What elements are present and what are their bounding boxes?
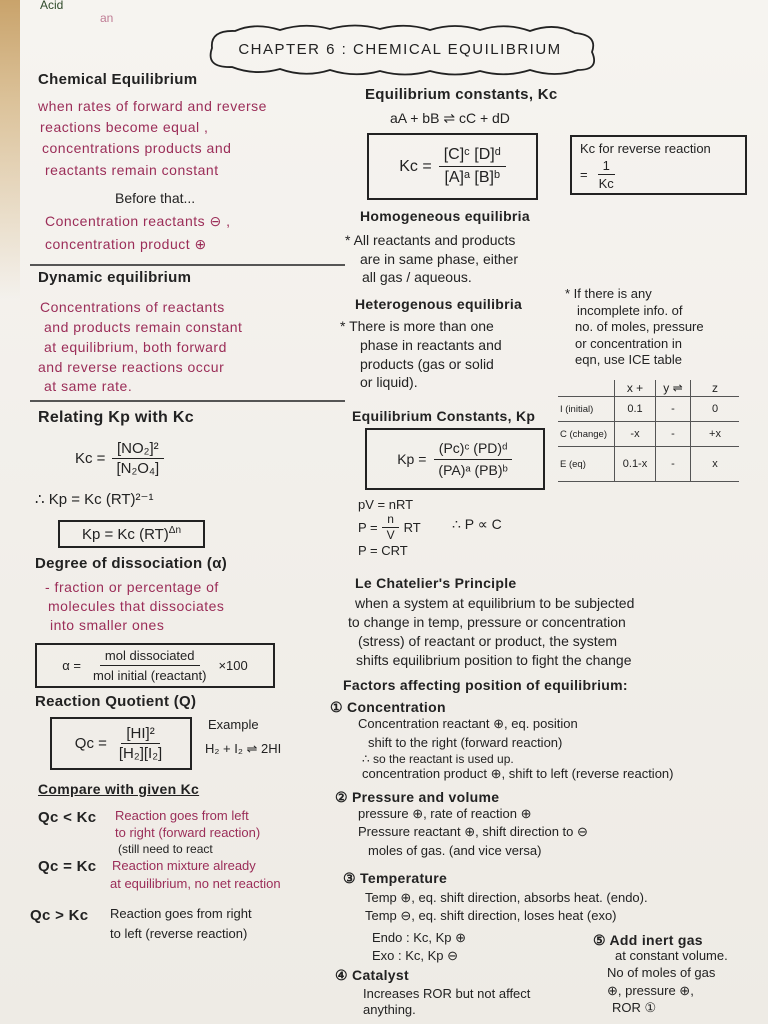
kc-no2-expression xyxy=(75,440,164,477)
kc-numerator: [C]ᶜ [D]ᵈ xyxy=(439,145,506,167)
definition-line: reactants remain constant xyxy=(45,162,219,178)
kp-kc-relation-exponent: Δn xyxy=(168,525,182,536)
definition-line: concentrations products and xyxy=(42,140,232,156)
pressure-rt: RT xyxy=(403,520,421,535)
ice-cell: 0 xyxy=(691,397,740,422)
heading-degree-of-dissociation: Degree of dissociation (α) xyxy=(35,555,228,572)
n-over-v-denominator: V xyxy=(386,528,395,542)
heading-chemical-equilibrium: Chemical Equilibrium xyxy=(38,71,198,88)
kc-reverse-label: Kc for reverse reaction xyxy=(580,141,711,156)
ice-header-cell: x + xyxy=(615,380,656,397)
ice-header-cell: y ⇌ xyxy=(656,380,691,397)
factor-line: No of moles of gas xyxy=(607,965,716,980)
kc-no2-lhs: Kc = xyxy=(75,450,106,467)
heterogeneous-line: products (gas or solid xyxy=(360,356,494,372)
ice-header-row xyxy=(558,380,739,397)
factor-line: shift to the right (forward reaction) xyxy=(368,735,563,750)
factor-line: ROR ① xyxy=(612,1000,657,1015)
kp-numerator: (Pc)ᶜ (PD)ᵈ xyxy=(434,439,513,460)
corner-acid-text: Acid xyxy=(40,0,64,12)
kc-reverse-denominator: Kc xyxy=(598,176,614,191)
le-chatelier-line: to change in temp, pressure or concentration xyxy=(348,614,626,630)
ice-cell: - xyxy=(656,422,691,447)
compare-line: at equilibrium, no net reaction xyxy=(110,876,281,891)
le-chatelier-line: when a system at equilibrium to be subjected xyxy=(355,595,635,611)
alpha-formula-box xyxy=(35,643,275,688)
kp-formula-box xyxy=(365,428,545,490)
kc-fraction xyxy=(439,145,506,188)
kp-fraction xyxy=(433,439,512,480)
kc-reverse-numerator: 1 xyxy=(598,158,615,175)
factor-line: Endo : Kc, Kp ⊕ xyxy=(372,930,466,945)
factor-line: Increases ROR but not affect xyxy=(363,986,531,1001)
factor-line: Temp ⊖, eq. shift direction, loses heat (exo) xyxy=(365,908,617,923)
pressure-expression xyxy=(358,513,421,542)
factor-catalyst-title: ④ Catalyst xyxy=(335,967,409,983)
homogeneous-line: all gas / aqueous. xyxy=(362,269,472,285)
dissociation-line: molecules that dissociates xyxy=(48,598,225,614)
kp-kc-relation-box xyxy=(58,520,205,548)
kc-formula-box xyxy=(367,133,538,200)
ice-row-change xyxy=(558,422,739,447)
qc-fraction xyxy=(114,725,167,762)
heading-factors: Factors affecting position of equilibrium: xyxy=(343,677,628,693)
kc-reverse-box xyxy=(570,135,747,195)
heterogeneous-line: or liquid). xyxy=(360,374,418,390)
le-chatelier-line: (stress) of reactant or product, the system xyxy=(358,633,618,649)
homogeneous-line: * All reactants and products xyxy=(345,232,516,248)
compare-condition: Qc > Kc xyxy=(30,907,89,924)
pressure-lhs: P = xyxy=(358,520,378,535)
alpha-numerator: mol dissociated xyxy=(100,647,200,666)
ice-cell: x xyxy=(691,447,740,482)
ice-table xyxy=(558,380,739,482)
alpha-denominator: mol initial (reactant) xyxy=(93,668,207,683)
ice-cell: E (eq) xyxy=(558,447,615,482)
kc-reverse-fraction xyxy=(594,158,619,191)
alpha-lhs: α = xyxy=(62,658,81,673)
factor-line: pressure ⊕, rate of reaction ⊕ xyxy=(358,806,532,821)
heading-heterogeneous-equilibria: Heterogenous equilibria xyxy=(355,296,523,312)
dynamic-line: Concentrations of reactants xyxy=(40,299,225,315)
factor-line: anything. xyxy=(363,1002,416,1017)
factor-line: ⊕, pressure ⊕, xyxy=(607,983,694,998)
compare-line: Reaction mixture already xyxy=(112,858,256,873)
factor-concentration-title: ① Concentration xyxy=(330,699,446,715)
example-label: Example xyxy=(208,717,259,732)
section-divider xyxy=(30,264,345,266)
factor-line: Temp ⊕, eq. shift direction, absorbs heat. (endo). xyxy=(365,890,648,905)
section-divider xyxy=(30,400,345,402)
kp-derived-expression: ∴ Kp = Kc (RT)²⁻¹ xyxy=(35,491,154,508)
change-line: Concentration reactants ⊖ , xyxy=(45,213,231,229)
qc-lhs: Qc = xyxy=(74,735,107,752)
compare-line: Reaction goes from left xyxy=(115,808,249,823)
kp-kc-relation xyxy=(82,525,181,543)
kp-kc-relation-base: Kp = Kc (RT) xyxy=(81,526,169,543)
ice-note-line: incomplete info. of xyxy=(577,303,683,318)
compare-note: (still need to react xyxy=(118,842,213,856)
ice-cell: - xyxy=(656,447,691,482)
dynamic-line: and products remain constant xyxy=(44,319,243,335)
ice-cell: - xyxy=(656,397,691,422)
dynamic-line: at same rate. xyxy=(44,378,133,394)
homogeneous-line: are in same phase, either xyxy=(360,251,518,267)
heading-compare-with-kc: Compare with given Kc xyxy=(38,781,200,797)
pressure-crt: P = CRT xyxy=(358,543,408,558)
heterogeneous-line: phase in reactants and xyxy=(360,337,502,353)
factor-line: concentration product ⊕, shift to left (reverse reaction) xyxy=(362,766,674,781)
alpha-times-100: ×100 xyxy=(218,658,248,673)
general-equation: aA + bB ⇌ cC + dD xyxy=(390,110,510,126)
ice-cell: I (initial) xyxy=(558,397,615,422)
qc-denominator: [H₂][I₂] xyxy=(118,745,163,762)
dissociation-line: into smaller ones xyxy=(50,617,165,633)
definition-line: reactions become equal , xyxy=(40,119,209,135)
kc-reverse-equals: = xyxy=(580,167,588,182)
factor-pressure-title: ② Pressure and volume xyxy=(335,789,500,805)
compare-line: to right (forward reaction) xyxy=(115,825,261,840)
before-that-text: Before that... xyxy=(115,190,196,206)
factor-line: Concentration reactant ⊕, eq. position xyxy=(358,716,578,731)
kc-no2-fraction xyxy=(111,440,164,477)
heading-dynamic-equilibrium: Dynamic equilibrium xyxy=(38,269,192,286)
ice-header-cell: z xyxy=(691,380,740,397)
factor-line: moles of gas. (and vice versa) xyxy=(368,843,542,858)
ice-note-line: eqn, use ICE table xyxy=(575,352,682,367)
ice-row-equilibrium xyxy=(558,447,739,482)
kc-no2-numerator: [NO₂]² xyxy=(112,440,164,459)
definition-line: when rates of forward and reverse xyxy=(38,98,267,114)
ice-header-cell xyxy=(558,380,615,397)
ice-cell: 0.1 xyxy=(615,397,656,422)
le-chatelier-line: shifts equilibrium position to fight the change xyxy=(356,652,632,668)
kc-denominator: [A]ᵃ [B]ᵇ xyxy=(444,169,500,186)
page-title: CHAPTER 6 : CHEMICAL EQUILIBRIUM xyxy=(238,41,562,58)
qc-formula-box xyxy=(50,717,192,770)
heterogeneous-line: * There is more than one xyxy=(340,318,494,334)
ice-note-line: * If there is any xyxy=(565,286,652,301)
heading-reaction-quotient: Reaction Quotient (Q) xyxy=(35,693,197,710)
factor-line: Exo : Kc, Kp ⊖ xyxy=(372,948,459,963)
ice-note-line: no. of moles, pressure xyxy=(575,319,704,334)
ice-cell: C (change) xyxy=(558,422,615,447)
ice-row-initial xyxy=(558,397,739,422)
ice-note-line: or concentration in xyxy=(575,336,682,351)
ice-cell: 0.1-x xyxy=(615,447,656,482)
kc-reverse-expression xyxy=(580,158,619,191)
heading-equilibrium-constants-kp: Equilibrium Constants, Kp xyxy=(352,408,536,424)
factor-line: Pressure reactant ⊕, shift direction to ⊖ xyxy=(358,824,588,839)
change-line: concentration product ⊕ xyxy=(45,236,207,252)
heading-le-chatelier: Le Chatelier's Principle xyxy=(355,575,517,591)
ice-cell: +x xyxy=(691,422,740,447)
compare-line: Reaction goes from right xyxy=(110,906,252,921)
pressure-proportional: ∴ P ∝ C xyxy=(452,516,502,532)
factor-temperature-title: ③ Temperature xyxy=(343,870,448,886)
kp-denominator: (PA)ᵃ (PB)ᵇ xyxy=(438,461,508,478)
factor-line: ∴ so the reactant is used up. xyxy=(362,752,514,766)
kp-lhs: Kp = xyxy=(397,451,427,467)
dissociation-line: - fraction or percentage of xyxy=(45,579,219,595)
n-over-v-fraction xyxy=(382,513,400,542)
compare-condition: Qc = Kc xyxy=(38,858,97,875)
compare-condition: Qc < Kc xyxy=(38,809,97,826)
dynamic-line: and reverse reactions occur xyxy=(38,359,225,375)
corner-an-text: an xyxy=(100,11,114,25)
compare-line: to left (reverse reaction) xyxy=(110,926,248,941)
qc-numerator: [HI]² xyxy=(121,725,159,744)
kc-lhs: Kc = xyxy=(399,157,432,175)
factor-inert-gas-title: ⑤ Add inert gas xyxy=(593,932,703,948)
alpha-fraction xyxy=(88,647,211,684)
heading-equilibrium-constants-kc: Equilibrium constants, Kc xyxy=(365,86,558,103)
kc-no2-denominator: [N₂O₄] xyxy=(116,460,160,477)
heading-homogeneous-equilibria: Homogeneous equilibria xyxy=(360,208,530,224)
factor-line: at constant volume. xyxy=(615,948,728,963)
dynamic-line: at equilibrium, both forward xyxy=(44,339,227,355)
heading-relating-kp-kc: Relating Kp with Kc xyxy=(38,409,194,426)
n-over-v-numerator: n xyxy=(382,513,399,528)
ice-cell: -x xyxy=(615,422,656,447)
gas-law: pV = nRT xyxy=(358,497,414,512)
example-equation: H₂ + I₂ ⇌ 2HI xyxy=(205,741,282,756)
